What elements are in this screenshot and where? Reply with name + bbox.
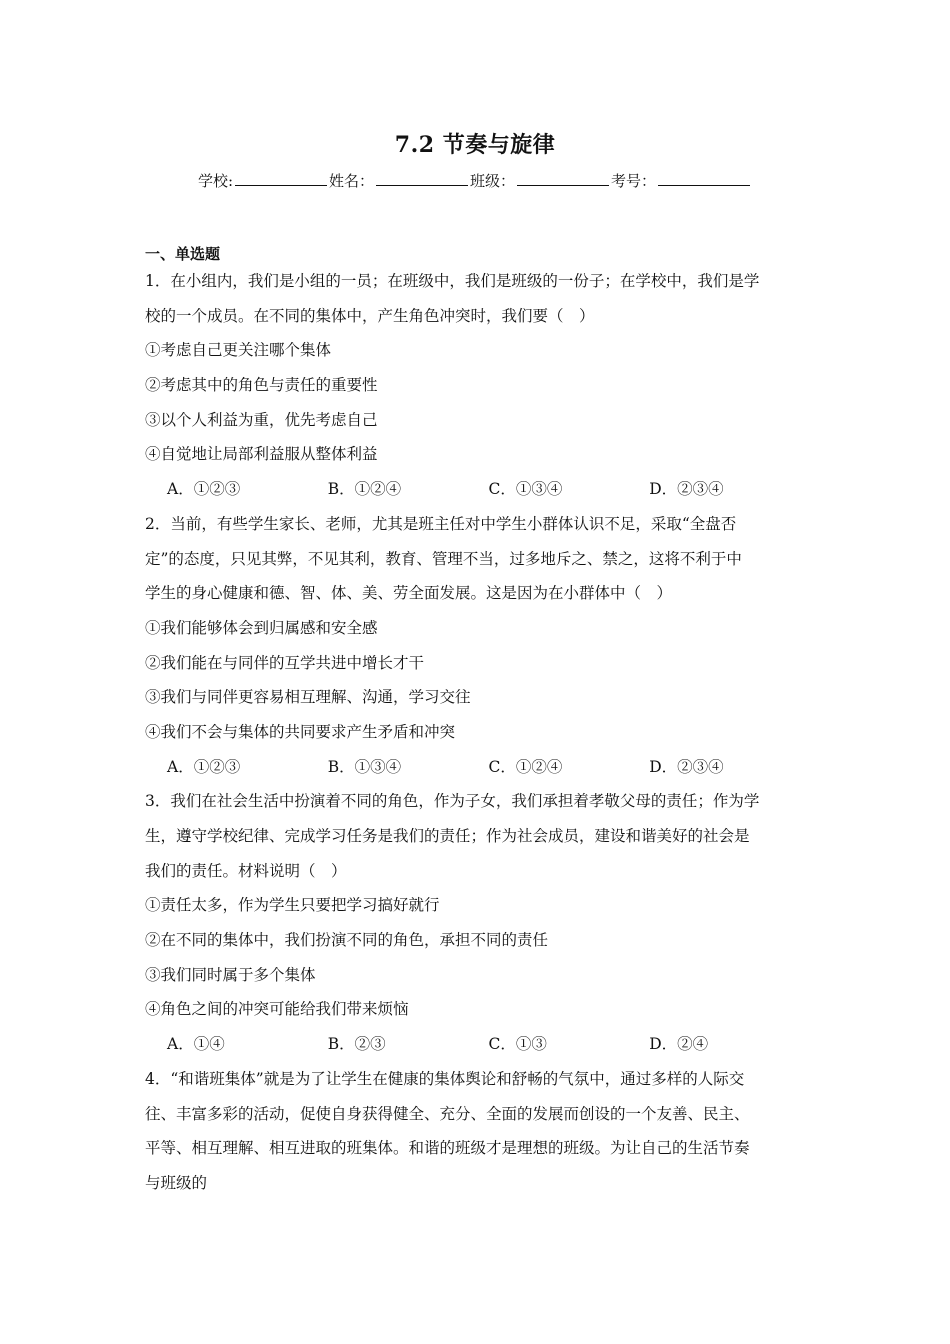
question-3 [145, 784, 810, 1062]
answer-options [145, 1027, 810, 1062]
option-a[interactable]: A．①②③ [167, 757, 241, 776]
question-list [145, 264, 810, 1201]
option-a[interactable]: A．①④ [167, 1035, 225, 1054]
answer-options [145, 750, 810, 785]
question-stem-line: 3．我们在社会生活中扮演着不同的角色，作为子女，我们承担着孝敬父母的责任；作为学 [145, 792, 760, 811]
question-stem-line: 学生的身心健康和德、智、体、美、劳全面发展。这是因为在小群体中（ ） [145, 584, 673, 603]
school-blank[interactable] [235, 171, 327, 186]
question-stem-line: 与班级的 [145, 1173, 208, 1192]
class-label: 班级： [470, 172, 516, 190]
statement-item: ②我们能在与同伴的互学共进中增长才干 [145, 653, 425, 672]
question-stem-line: 生，遵守学校纪律、完成学习任务是我们的责任；作为社会成员，建设和谐美好的社会是 [145, 827, 750, 845]
statement-item: ①责任太多，作为学生只要把学习搞好就行 [145, 896, 440, 915]
student-info-line [0, 170, 950, 191]
option-b[interactable]: B．①③④ [327, 757, 402, 776]
option-b[interactable]: B．①②④ [327, 480, 402, 499]
question-stem-line: 往、丰富多彩的活动，促使自身获得健全、充分、全面的发展而创设的一个友善、民主、 [145, 1104, 750, 1123]
number-label: 考号： [611, 172, 657, 190]
question-1 [145, 264, 810, 507]
option-d[interactable]: D．②③④ [649, 757, 724, 776]
statement-item: ④我们不会与集体的共同要求产生矛盾和冲突 [145, 722, 456, 741]
class-blank[interactable] [517, 171, 609, 186]
option-a[interactable]: A．①②③ [167, 480, 241, 499]
statement-item: ③我们同时属于多个集体 [145, 965, 316, 984]
name-blank[interactable] [376, 171, 468, 186]
statement-item: ①我们能够体会到归属感和安全感 [145, 618, 378, 637]
question-stem-line: 平等、相互理解、相互进取的班集体。和谐的班级才是理想的班级。为让自己的生活节奏 [145, 1139, 750, 1158]
question-stem-line: 4．“和谐班集体”就是为了让学生在健康的集体舆论和舒畅的气氛中，通过多样的人际交 [145, 1069, 745, 1088]
name-label: 姓名： [329, 172, 375, 190]
school-label: 学校: [197, 172, 233, 190]
statement-item: ②在不同的集体中，我们扮演不同的角色，承担不同的责任 [145, 931, 549, 950]
statement-item: ②考虑其中的角色与责任的重要性 [145, 376, 378, 395]
option-b[interactable]: B．②③ [327, 1035, 386, 1054]
option-c[interactable]: C．①③ [488, 1035, 547, 1054]
statement-item: ④自觉地让局部利益服从整体利益 [145, 445, 378, 464]
question-4 [145, 1062, 810, 1201]
question-stem-line: 1．在小组内，我们是小组的一员；在班级中，我们是班级的一份子；在学校中，我们是学 [145, 272, 760, 290]
question-2 [145, 507, 810, 785]
question-stem-line: 校的一个成员。在不同的集体中，产生角色冲突时，我们要（ ） [145, 306, 595, 325]
statement-item: ④角色之间的冲突可能给我们带来烦恼 [145, 1000, 409, 1019]
option-c[interactable]: C．①③④ [488, 480, 563, 499]
answer-options [145, 472, 810, 507]
document-title: 7.2 节奏与旋律 [394, 132, 556, 158]
number-blank[interactable] [658, 171, 750, 186]
section-heading: 一、单选题 [145, 245, 221, 263]
statement-item: ①考虑自己更关注哪个集体 [145, 341, 332, 360]
statement-item: ③以个人利益为重，优先考虑自己 [145, 410, 378, 429]
option-d[interactable]: D．②③④ [649, 480, 724, 499]
option-c[interactable]: C．①②④ [488, 757, 563, 776]
option-d[interactable]: D．②④ [649, 1035, 709, 1054]
question-stem-line: 定”的态度，只见其弊，不见其利，教育、管理不当，过多地斥之、禁之，这将不利于中 [145, 549, 742, 568]
question-stem-line: 我们的责任。材料说明（ ） [145, 861, 347, 880]
question-stem-line: 2．当前，有些学生家长、老师，尤其是班主任对中学生小群体认识不足，采取“全盘否 [145, 514, 737, 533]
statement-item: ③我们与同伴更容易相互理解、沟通，学习交往 [145, 688, 471, 707]
